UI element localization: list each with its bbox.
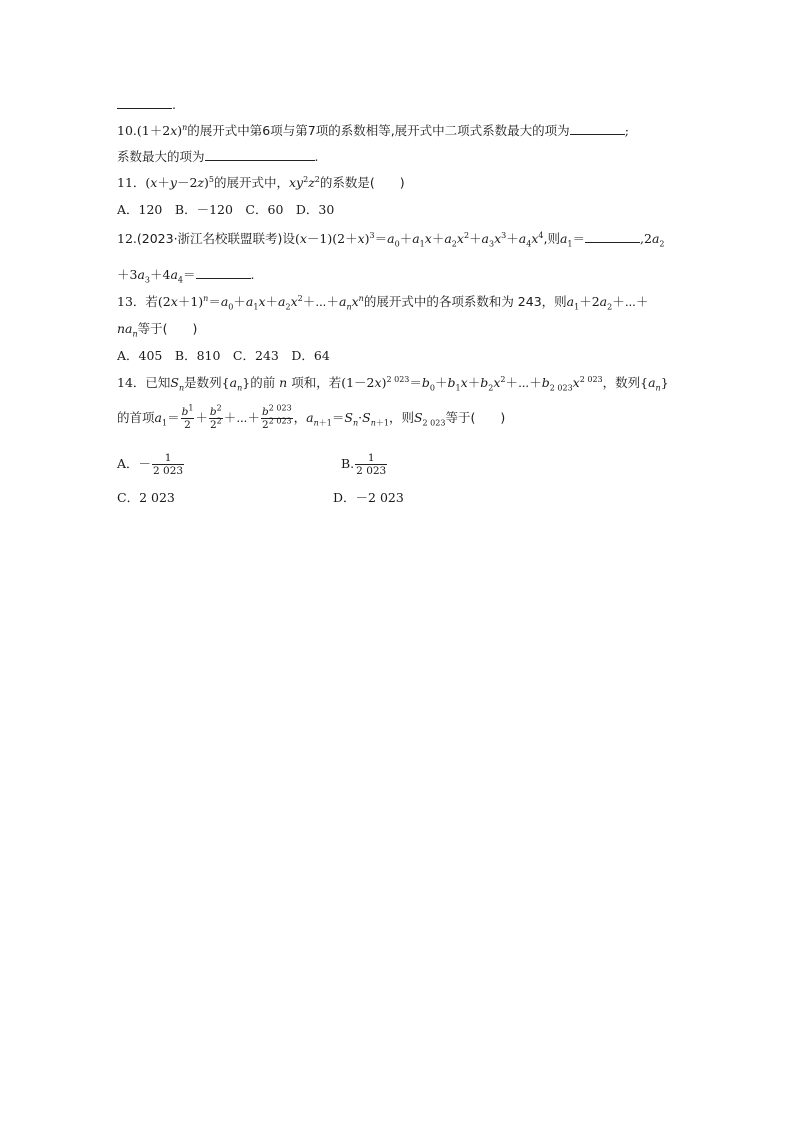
question-14-line-1: 14．已知$S_n$是数列$\{a_n\}$的前 n 项和，若$(1-2x)^{2 023}=b_0+b_1x+b_2x^2+\cdots+b_{2 023}x^{2 023}$，数列$\{a_n\}$ <box>117 374 669 393</box>
fraction: $\frac{b^{2 023}}{2^{2 023}}$ <box>262 403 292 431</box>
question-13-options: A．405 B．810 C．243 D．64 <box>117 348 330 363</box>
question-text: 系数最大的项为 <box>117 149 205 164</box>
fraction: $\frac{1}{2 023}$ <box>356 452 387 477</box>
question-number: 10. <box>117 123 137 138</box>
question-13-line-1: 13．若$(2x+1)^n=a_0+a_1x+a_2x^2+\cdots+a_nx^n$的展开式中的各项系数和为 243，则$a_1+2a_2+\cdots+$ <box>117 293 649 312</box>
fraction: $\frac{b^2}{2^2}$ <box>209 403 222 431</box>
question-text: 的系数是( ) <box>319 175 405 190</box>
question-source: (2023·浙江名校联盟联考) <box>136 231 283 246</box>
question-10-line-2: 系数最大的项为 . <box>117 149 319 164</box>
answer-blank <box>585 230 640 243</box>
question-number: 14． <box>117 375 146 390</box>
question-13-line-2: $na_n$等于( ) <box>117 321 198 339</box>
fraction: $\frac{b^1}{2}$ <box>181 403 194 431</box>
option-c: C．2 023 <box>117 490 175 505</box>
option-d: D．－2 023 <box>333 490 404 505</box>
question-12-line-1: 12.(2023·浙江名校联盟联考)设$(x-1)(2+x)^3=a_0+a_1x+a_2x^2+a_3x^3+a_4x^4$,则$a_1= ,2a_2$ <box>117 230 665 249</box>
question-text: 的展开式中， <box>213 175 289 190</box>
question-10-line-1: $10.(1+2x)^n$的展开式中第6项与第7项的系数相等,展开式中二项式系数最大的项为 ; <box>117 122 629 138</box>
answer-blank <box>196 266 251 279</box>
answer-blank <box>205 148 315 161</box>
answer-blank <box>117 96 172 109</box>
question-number: 11． <box>117 175 146 190</box>
question-12-line-2: $+3a_3+4a_4=$ . <box>117 267 255 285</box>
question-number: 13． <box>117 294 146 309</box>
question-text: 的展开式中第6项与第7项的系数相等,展开式中二项式系数最大的项为 <box>187 123 570 138</box>
option-a: A．－ $\frac{1}{2 023}$ <box>117 452 184 477</box>
question-14-line-2: 的首项$a_1=$ $\frac{b^1}{2}$ ＋ $\frac{b^2}{2^2}$ ＋⋯＋ $\frac{b^{2 023}}{2^{2 023}}$ ，$a_{n+1}=S_n\cdot S_{n+1}$，则$S_{2 023}$等于( ) <box>117 403 506 431</box>
option-b: B. $\frac{1}{2 023}$ <box>341 452 387 477</box>
question-number: 12. <box>117 231 137 246</box>
answer-blank <box>570 122 625 135</box>
prev-answer-line: . <box>117 96 176 114</box>
question-11-options: A．120 B．－120 C．60 D．30 <box>117 202 335 217</box>
question-11-line-1: 11．$(x+y-2z)^5$的展开式中，$xy^2z^2$的系数是( ) <box>117 174 405 190</box>
fraction: $\frac{1}{2 023}$ <box>153 452 184 477</box>
